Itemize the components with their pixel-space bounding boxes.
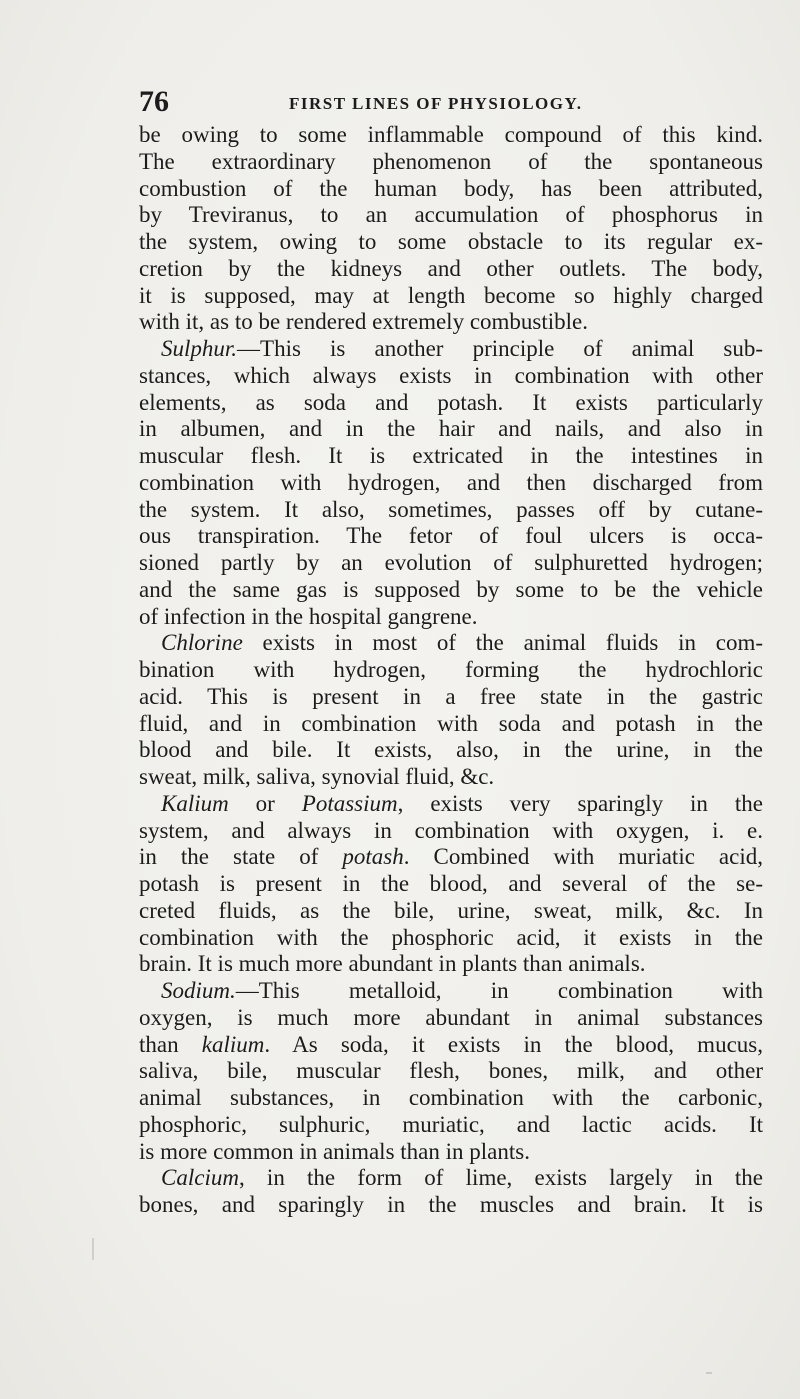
- line-text: —This is another principle of animal sub-: [237, 336, 763, 361]
- line-text: sioned partly by an evolution of sulphuretted hydrogen;: [139, 550, 763, 575]
- text-line: [139, 390, 763, 417]
- line-text: with it, as to be rendered extremely combustible.: [139, 309, 589, 335]
- text-line: [139, 1165, 763, 1192]
- line-text: of infection in the hospital gangrene.: [139, 603, 478, 629]
- text-line: [139, 791, 763, 818]
- italic-term: Kalium: [161, 790, 229, 816]
- text-line: [139, 256, 763, 283]
- text-line: [139, 1058, 763, 1085]
- line-text: sweat, milk, saliva, synovial fluid, &c.: [139, 764, 495, 789]
- line-text: or: [228, 790, 302, 816]
- line-text: by Treviranus, to an accumulation of phosphorus in: [139, 202, 763, 228]
- line-text: elements, as soda and potash. It exists particularly: [139, 389, 763, 415]
- text-line: [139, 630, 763, 657]
- italic-term: Calcium: [161, 1165, 239, 1191]
- line-text: be owing to some inflammable compound of this kind.: [139, 122, 763, 147]
- text-line: [139, 898, 763, 925]
- text-line: [139, 1192, 763, 1219]
- line-text: in the state of: [139, 844, 343, 870]
- line-text: creted fluids, as the bile, urine, sweat, milk, &c. In: [139, 897, 763, 923]
- line-text: saliva, bile, muscular flesh, bones, milk, and other: [139, 1058, 763, 1084]
- line-text: and the same gas is supposed by some to be the vehicle: [139, 576, 763, 602]
- text-line: [139, 497, 763, 524]
- line-text: blood and bile. It exists, also, in the urine, in the: [139, 737, 763, 763]
- line-text: brain. It is much more abundant in plants than animals.: [139, 951, 646, 977]
- scan-speck: [92, 1238, 94, 1260]
- line-text: The extraordinary phenomenon of the spontaneous: [139, 148, 763, 174]
- line-text: system, and always in combination with oxygen, i. e.: [139, 817, 763, 843]
- text-line: [139, 764, 763, 791]
- italic-term: Sodium.: [161, 978, 236, 1003]
- text-line: [139, 604, 763, 631]
- text-line: [139, 951, 763, 978]
- text-line: [139, 336, 763, 363]
- line-text: combustion of the human body, has been attributed,: [139, 175, 763, 201]
- line-text: combination with the phosphoric acid, it exists in the: [139, 924, 763, 950]
- line-text: phosphoric, sulphuric, muriatic, and lactic acids. It: [139, 1111, 763, 1137]
- text-line: [139, 711, 763, 738]
- line-text: , in the form of lime, exists largely in the: [238, 1165, 763, 1191]
- text-line: [139, 978, 763, 1005]
- line-text: animal substances, in combination with the carbonic,: [139, 1085, 763, 1110]
- text-line: [139, 1085, 763, 1112]
- text-line: [139, 149, 763, 176]
- line-text: bination with hydrogen, forming the hydrochloric: [139, 657, 763, 682]
- line-text: the system. It also, sometimes, passes off by cutane-: [139, 496, 763, 522]
- text-line: [139, 363, 763, 390]
- italic-term: kalium: [201, 1031, 265, 1057]
- line-text: . As soda, it exists in the blood, mucus,: [264, 1031, 763, 1057]
- line-text: stances, which always exists in combination with other: [139, 362, 763, 388]
- text-line: [139, 1005, 763, 1032]
- line-text: the system, owing to some obstacle to its regular ex-: [139, 229, 763, 254]
- body-text: [139, 122, 763, 1219]
- page-header: [139, 86, 739, 118]
- line-text: bones, and sparingly in the muscles and brain. It is: [139, 1192, 763, 1217]
- text-line: [139, 309, 763, 336]
- text-line: [139, 176, 763, 203]
- line-text: combination with hydrogen, and then discharged from: [139, 469, 763, 495]
- italic-term: Potassium: [301, 790, 398, 816]
- line-text: oxygen, is much more abundant in animal substances: [139, 1004, 763, 1030]
- page-number: 76: [139, 85, 169, 118]
- scan-speck: [706, 1372, 712, 1374]
- line-text: . Combined with muriatic acid,: [403, 844, 763, 870]
- text-line: [139, 416, 763, 443]
- line-text: is more common in animals than in plants.: [139, 1138, 530, 1164]
- line-text: potash is present in the blood, and several of the se-: [139, 871, 763, 896]
- line-text: cretion by the kidneys and other outlets. The body,: [139, 255, 763, 281]
- text-line: [139, 737, 763, 764]
- line-text: exists in most of the animal fluids in com-: [242, 630, 763, 656]
- text-line: [139, 283, 763, 310]
- text-line: [139, 1139, 763, 1166]
- text-line: [139, 1032, 763, 1059]
- text-line: [139, 229, 763, 256]
- line-text: it is supposed, may at length become so highly charged: [139, 282, 763, 308]
- text-line: [139, 122, 763, 149]
- line-text: in albumen, and in the hair and nails, and also in: [139, 416, 763, 442]
- text-line: [139, 1112, 763, 1139]
- text-line: [139, 470, 763, 497]
- line-text: , exists very sparingly in the: [397, 790, 763, 816]
- text-line: [139, 523, 763, 550]
- text-line: [139, 925, 763, 952]
- line-text: muscular flesh. It is extricated in the intestines in: [139, 443, 763, 468]
- text-line: [139, 844, 763, 871]
- text-line: [139, 577, 763, 604]
- italic-term: Chlorine: [161, 630, 243, 656]
- text-line: [139, 818, 763, 845]
- line-text: than: [139, 1031, 202, 1057]
- text-line: [139, 684, 763, 711]
- text-line: [139, 443, 763, 470]
- text-line: [139, 202, 763, 229]
- text-line: [139, 657, 763, 684]
- text-line: [139, 871, 763, 898]
- line-text: fluid, and in combination with soda and potash in the: [139, 710, 763, 736]
- running-head: FIRST LINES OF PHYSIOLOGY.: [289, 94, 583, 113]
- italic-term: Sulphur.: [161, 336, 238, 361]
- text-line: [139, 550, 763, 577]
- italic-term: potash: [342, 844, 404, 870]
- line-text: —This metalloid, in combination with: [235, 978, 763, 1003]
- line-text: acid. This is present in a free state in the gastric: [139, 683, 763, 709]
- line-text: ous transpiration. The fetor of foul ulcers is occa-: [139, 523, 763, 549]
